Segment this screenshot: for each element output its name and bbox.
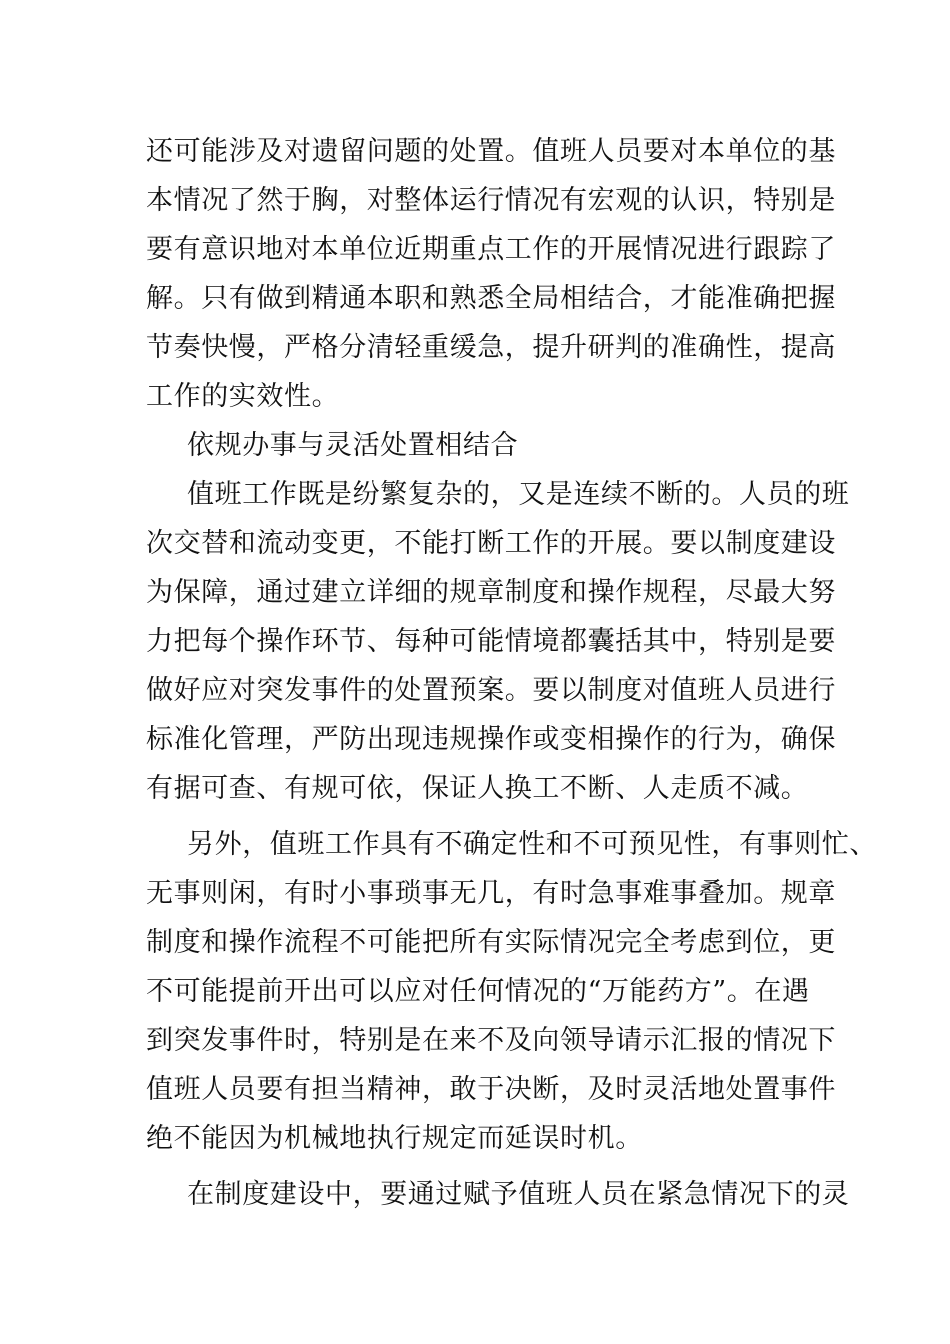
text-line: 值班人员要有担当精神，敢于决断，及时灵活地处置事件 — [146, 1074, 836, 1105]
text-line: 另外，值班工作具有不确定性和不可预见性，有事则忙、 — [187, 829, 877, 860]
text-line: 还可能涉及对遗留问题的处置。值班人员要对本单位的基 — [146, 136, 836, 167]
text-line: 节奏快慢，严格分清轻重缓急，提升研判的准确性，提高 — [146, 332, 836, 363]
text-line: 为保障，通过建立详细的规章制度和操作规程，尽最大努 — [146, 577, 836, 608]
text-line: 制度和操作流程不可能把所有实际情况完全考虑到位，更 — [146, 927, 836, 958]
section-heading: 依规办事与灵活处置相结合 — [187, 430, 519, 461]
text-line: 有据可查、有规可依，保证人换工不断、人走质不减。 — [146, 773, 809, 804]
text-line: 无事则闲，有时小事琐事无几，有时急事难事叠加。规章 — [146, 878, 836, 909]
text-line: 解。只有做到精通本职和熟悉全局相结合，才能准确把握 — [146, 283, 836, 314]
text-line: 要有意识地对本单位近期重点工作的开展情况进行跟踪了 — [146, 234, 836, 265]
text-line: 在制度建设中，要通过赋予值班人员在紧急情况下的灵 — [187, 1179, 850, 1210]
text-line: 值班工作既是纷繁复杂的，又是连续不断的。人员的班 — [187, 479, 850, 510]
text-line: 本情况了然于胸，对整体运行情况有宏观的认识，特别是 — [146, 185, 836, 216]
text-line: 不可能提前开出可以应对任何情况的“万能药方”。在遇 — [146, 976, 810, 1007]
text-line: 力把每个操作环节、每种可能情境都囊括其中，特别是要 — [146, 626, 836, 657]
text-line: 到突发事件时，特别是在来不及向领导请示汇报的情况下 — [146, 1025, 836, 1056]
text-line: 工作的实效性。 — [146, 381, 340, 412]
text-line: 次交替和流动变更，不能打断工作的开展。要以制度建设 — [146, 528, 836, 559]
text-line: 绝不能因为机械地执行规定而延误时机。 — [146, 1123, 643, 1154]
text-line: 标准化管理，严防出现违规操作或变相操作的行为，确保 — [146, 724, 836, 755]
text-line: 做好应对突发事件的处置预案。要以制度对值班人员进行 — [146, 675, 836, 706]
